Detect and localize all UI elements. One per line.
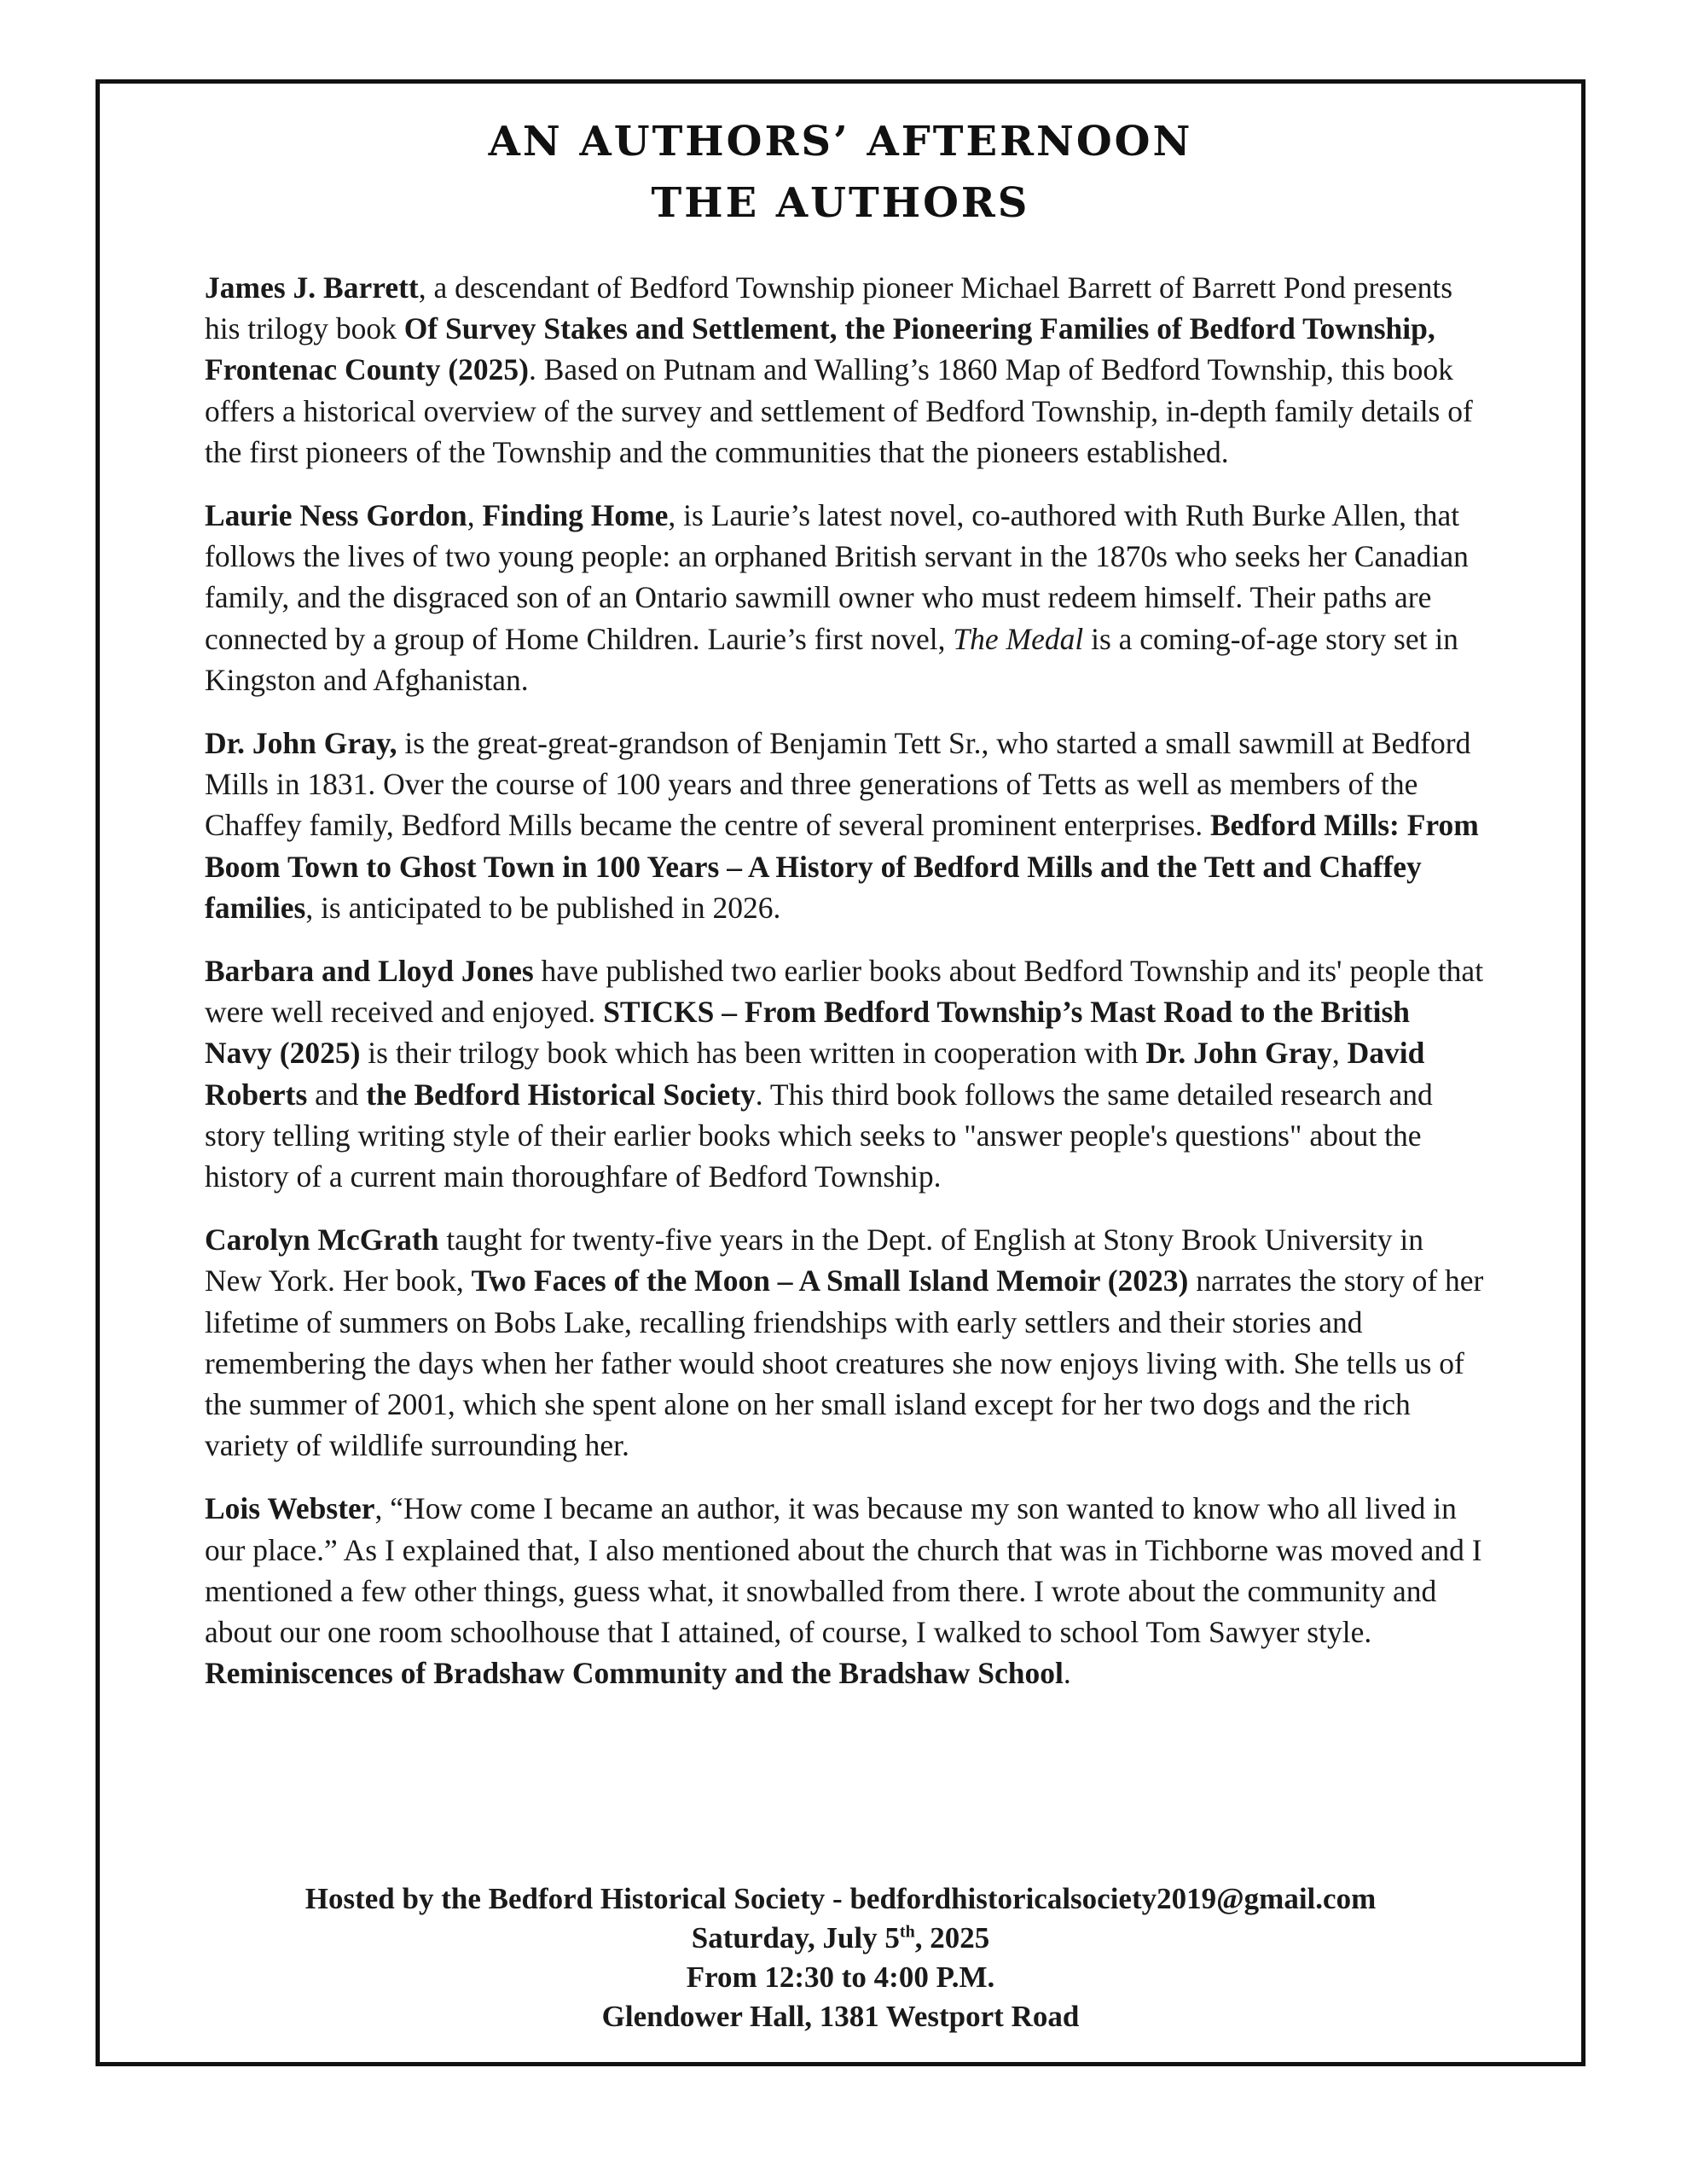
date-line (100, 1919, 1581, 1958)
page-subtitle: THE AUTHORS (651, 179, 1030, 227)
author-paragraph (205, 723, 1484, 928)
page-title: AN AUTHORS’ AFTERNOON (488, 118, 1193, 166)
bold-text: Reminiscences of Bradshaw Community and the Bradshaw School (205, 1656, 1064, 1691)
author-paragraph (205, 495, 1484, 700)
time-line: From 12:30 to 4:00 P.M. (686, 1960, 995, 1994)
body-text: , is Laurie’s latest novel, co-authored with Ruth Burke Allen, that follows the lives of two young people: an orphaned British servant in the 1870s who seeks her Canadian family, and the disgraced son of an Ontario sawmill owner who must redeem himself. Their paths are connected by a group of Home Children. Laurie’s first novel, (205, 498, 1469, 656)
italic-text: The Medal (953, 621, 1084, 656)
author-paragraph (205, 1219, 1484, 1466)
body-text: taught for twenty-five years in the Dept. of English at Stony Brook University in New York. Her book, (205, 1223, 1423, 1298)
bold-text: Bedford Mills: From Boom Town to Ghost Town in 100 Years – A History of Bedford Mills and the Tett and Chaffey families (205, 808, 1479, 925)
body-text: , “How come I became an author, it was because my son wanted to know who all lived in our place.” As I explained that, I also mentioned about the church that was in Tichborne was moved and I mentioned a few other things, guess what, it snowballed from there. I wrote about the community and about our one room schoolhouse that I attained, of course, I walked to school Tom Sawyer style. (205, 1491, 1482, 1650)
body-text: is a coming-of-age story set in Kingston and Afghanistan. (205, 621, 1458, 697)
bold-text: Carolyn McGrath (205, 1223, 439, 1258)
poster-frame (96, 79, 1586, 2066)
bold-text: Dr. John Gray (1145, 1036, 1332, 1071)
body-text: is the great-great-grandson of Benjamin Tett Sr., who started a small sawmill at Bedford Mills in 1831. Over the course of 100 years and three generations of Tetts as well as members of the Chaffey family, Bedford Mills became the centre of several prominent enterprises. (205, 726, 1471, 843)
date-ordinal: th (899, 1922, 915, 1942)
bold-text: James J. Barrett (205, 270, 419, 305)
author-paragraph (205, 950, 1484, 1197)
bold-text: Lois Webster (205, 1491, 375, 1526)
author-paragraph (205, 1488, 1484, 1693)
bold-text: Finding Home (482, 498, 669, 533)
bold-text: David Roberts (205, 1036, 1425, 1112)
bold-text: Barbara and Lloyd Jones (205, 954, 534, 989)
body-text: , (467, 498, 483, 533)
body-text: and (307, 1077, 367, 1112)
bold-text: STICKS – From Bedford Township’s Mast Road to the British Navy (2025) (205, 995, 1411, 1071)
body-text: narrates the story of her lifetime of summers on Bobs Lake, recalling friendships with early settlers and their stories and remembering the days when her father would shoot creatures she now enjoys living with. She tells us of the summer of 2001, which she spent alone on her small island except for her two dogs and the rich variety of wildlife surrounding her. (205, 1263, 1484, 1463)
body-text: have published two earlier books about Bedford Township and its' people that were well received and enjoyed. (205, 954, 1484, 1030)
body-text: , a descendant of Bedford Township pioneer Michael Barrett of Barrett Pond presents his trilogy book (205, 270, 1453, 346)
host-line: Hosted by the Bedford Historical Society - bedfordhistoricalsociety2019@gmail.com (304, 1882, 1377, 1915)
date-year: , 2025 (914, 1921, 990, 1955)
body-text: is their trilogy book which has been written in cooperation with (360, 1036, 1146, 1071)
body-text: . Based on Putnam and Walling’s 1860 Map of Bedford Township, this book offers a historical overview of the survey and settlement of Bedford Township, in-depth family details of the first pioneers of the Township and the communities that the pioneers established. (205, 352, 1473, 469)
body-text: . (1063, 1656, 1071, 1691)
body-text: , is anticipated to be published in 2026. (305, 890, 781, 925)
event-details (100, 1879, 1581, 2036)
authors-list (205, 267, 1484, 1716)
body-text: , (1331, 1036, 1348, 1071)
bold-text: Laurie Ness Gordon (205, 498, 467, 533)
body-text: . This third book follows the same detailed research and story telling writing style of their earlier books which seeks to "answer people's questions" about the history of a current main thoroughfare of Bedford Township. (205, 1077, 1433, 1194)
bold-text: Two Faces of the Moon – A Small Island Memoir (2023) (471, 1263, 1189, 1298)
venue-line: Glendower Hall, 1381 Westport Road (601, 2000, 1080, 2033)
bold-text: Dr. John Gray, (205, 726, 397, 761)
bold-text: the Bedford Historical Society (366, 1077, 756, 1112)
date-prefix: Saturday, July 5 (691, 1921, 900, 1955)
bold-text: Of Survey Stakes and Settlement, the Pioneering Families of Bedford Township, Frontenac County (2025) (205, 311, 1435, 387)
author-paragraph (205, 267, 1484, 473)
